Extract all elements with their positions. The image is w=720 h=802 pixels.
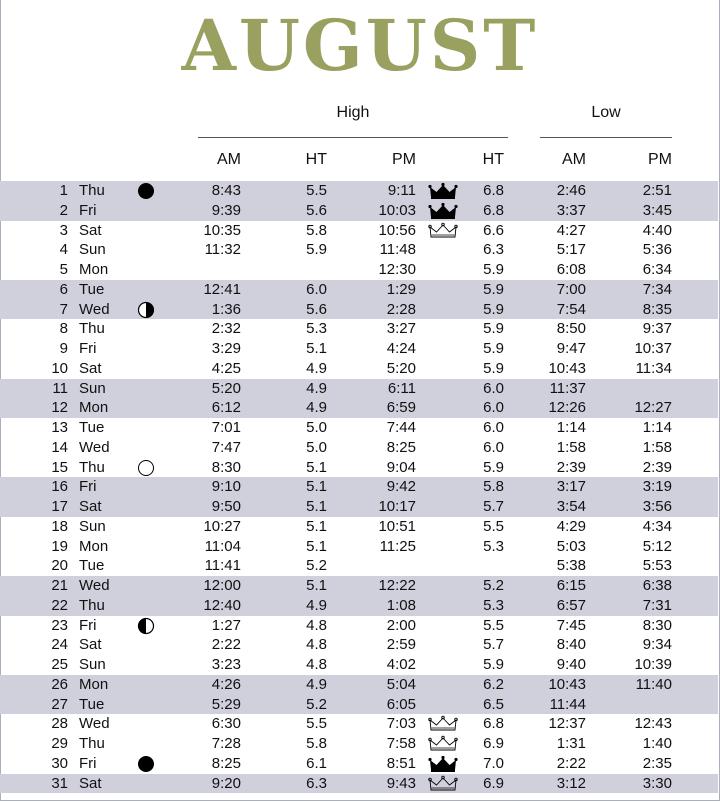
weekday: Tue [79, 280, 105, 298]
high-am-time: 6:12 [211, 399, 241, 417]
high-pm-time: 6:05 [386, 695, 416, 713]
day-number: 28 [51, 715, 68, 733]
day-number: 16 [51, 478, 68, 496]
low-am-time: 6:57 [556, 596, 586, 614]
low-pm-time: 10:37 [634, 340, 672, 357]
high-am-time: 9:10 [211, 478, 241, 496]
low-pm-time: 3:56 [642, 498, 672, 515]
day-number: 13 [51, 419, 68, 436]
weekday: Mon [79, 399, 109, 417]
high-am-height: 4.8 [306, 616, 327, 634]
high-am-height: 6.3 [306, 774, 327, 792]
day-number: 22 [51, 596, 68, 614]
low-pm-time: 11:40 [635, 675, 672, 693]
high-am-time: 8:30 [211, 458, 241, 476]
low-pm-time: 4:40 [642, 221, 672, 239]
high-pm-height: 6.8 [483, 715, 504, 733]
low-pm-time: 6:34 [642, 261, 672, 278]
high-am-height: 5.1 [306, 498, 327, 515]
outline-crown-icon [428, 775, 458, 793]
high-pm-time: 7:58 [386, 735, 416, 752]
high-am-height: 5.6 [306, 300, 327, 318]
high-am-time: 4:25 [211, 359, 241, 377]
high-am-height: 5.3 [306, 320, 327, 338]
table-row [0, 774, 718, 794]
low-pm-time: 4:34 [642, 517, 672, 535]
high-pm-time: 5:20 [386, 359, 416, 377]
low-am-time: 2:46 [556, 182, 586, 199]
high-am-time: 5:29 [211, 695, 241, 713]
high-pm-height: 6.5 [483, 695, 504, 713]
col-header-high-pm: PM [392, 151, 416, 168]
high-am-time: 8:43 [211, 182, 241, 199]
col-header-high-pm-height: HT [482, 151, 504, 168]
high-pm-time: 10:56 [378, 221, 416, 239]
high-am-time: 8:25 [211, 754, 241, 772]
low-am-time: 1:31 [556, 735, 586, 752]
high-am-height: 4.9 [306, 675, 327, 693]
high-pm-time: 8:51 [386, 754, 416, 772]
high-am-height: 5.6 [306, 201, 327, 219]
day-number: 7 [59, 300, 68, 318]
table-row [0, 556, 718, 576]
low-am-time: 11:44 [549, 695, 586, 713]
weekday: Sun [79, 379, 106, 397]
high-pm-time: 11:25 [379, 537, 416, 555]
weekday: Thu [79, 320, 105, 338]
high-am-height: 4.9 [306, 359, 327, 377]
high-pm-time: 2:59 [386, 636, 416, 654]
high-pm-time: 6:59 [386, 399, 416, 417]
low-am-time: 9:47 [556, 340, 586, 357]
day-number: 31 [51, 774, 68, 792]
day-number: 30 [51, 754, 68, 772]
high-am-time: 9:20 [211, 774, 241, 792]
high-pm-time: 10:51 [378, 517, 416, 535]
low-pm-time: 9:37 [642, 320, 672, 338]
weekday: Wed [79, 577, 110, 594]
high-am-time: 1:27 [211, 616, 241, 634]
low-pm-time: 1:40 [642, 735, 672, 752]
high-am-time: 4:26 [211, 675, 241, 693]
high-am-time: 5:20 [211, 379, 241, 397]
high-am-height: 5.1 [306, 537, 327, 555]
weekday: Sun [79, 656, 106, 673]
table-row [0, 734, 718, 754]
high-am-time: 9:39 [211, 201, 241, 219]
high-pm-height: 5.7 [483, 498, 504, 515]
table-row [0, 616, 718, 636]
low-am-time: 6:15 [556, 577, 586, 594]
day-number: 17 [51, 498, 68, 515]
table-row [0, 398, 718, 418]
high-am-time: 10:27 [203, 517, 241, 535]
table-row [0, 517, 718, 537]
low-am-time: 2:39 [556, 458, 586, 476]
low-pm-time: 2:39 [642, 458, 672, 476]
low-group-rule [540, 137, 672, 138]
low-pm-time: 1:14 [642, 419, 672, 436]
high-am-height: 5.8 [306, 221, 327, 239]
low-am-time: 12:37 [548, 715, 586, 733]
high-am-time: 1:36 [211, 300, 241, 318]
high-pm-height: 5.9 [483, 656, 504, 673]
table-row [0, 576, 718, 596]
low-pm-time: 10:39 [634, 656, 672, 673]
day-number: 25 [51, 656, 68, 673]
high-am-time: 12:40 [203, 596, 241, 614]
high-am-height: 5.0 [306, 438, 327, 456]
day-number: 21 [51, 577, 68, 594]
weekday: Mon [79, 675, 109, 693]
high-pm-height: 5.2 [483, 577, 504, 594]
high-pm-height: 5.7 [483, 636, 504, 654]
low-pm-time: 3:45 [642, 201, 672, 219]
high-pm-time: 9:43 [386, 774, 416, 792]
low-am-time: 7:45 [556, 616, 586, 634]
day-number: 10 [51, 359, 68, 377]
high-am-height: 4.8 [306, 636, 327, 654]
high-pm-time: 2:00 [386, 616, 416, 634]
high-pm-time: 5:04 [386, 675, 416, 693]
table-row [0, 280, 718, 300]
high-am-time: 7:28 [211, 735, 241, 752]
weekday: Tue [79, 557, 105, 575]
col-header-high-am: AM [217, 151, 241, 168]
weekday: Mon [79, 537, 109, 555]
table-row [0, 418, 718, 438]
low-am-time: 5:17 [556, 241, 586, 259]
high-am-height: 5.1 [306, 517, 327, 535]
solid-crown-icon [428, 182, 458, 200]
low-pm-time: 5:12 [642, 537, 672, 555]
low-group-header: Low [591, 104, 621, 121]
table-row [0, 359, 718, 379]
day-number: 6 [59, 280, 68, 298]
low-pm-time: 11:34 [635, 359, 672, 377]
high-am-height: 5.5 [306, 182, 327, 199]
high-pm-time: 8:25 [386, 438, 416, 456]
day-number: 11 [52, 379, 68, 397]
first-quarter-moon-icon [137, 301, 155, 319]
low-am-time: 5:38 [556, 557, 586, 575]
high-pm-time: 12:22 [378, 577, 416, 594]
high-group-rule [198, 137, 508, 138]
high-am-height: 5.1 [306, 340, 327, 357]
low-am-time: 8:50 [556, 320, 586, 338]
high-group-header: High [336, 104, 370, 121]
table-row [0, 675, 718, 695]
high-am-time: 12:41 [203, 280, 241, 298]
low-pm-time: 12:27 [634, 399, 672, 417]
low-am-time: 7:54 [556, 300, 586, 318]
low-pm-time: 6:38 [642, 577, 672, 594]
weekday: Thu [79, 735, 105, 752]
weekday: Sat [79, 774, 102, 792]
weekday: Thu [79, 458, 105, 476]
high-am-height: 4.9 [306, 399, 327, 417]
weekday: Fri [79, 754, 97, 772]
high-am-time: 11:41 [204, 557, 241, 575]
high-pm-height: 6.3 [483, 241, 504, 259]
table-row [0, 458, 718, 478]
high-am-height: 6.1 [306, 754, 327, 772]
new-moon-icon [137, 182, 155, 200]
day-number: 1 [59, 182, 68, 199]
high-am-time: 9:50 [211, 498, 241, 515]
high-pm-time: 3:27 [386, 320, 416, 338]
low-pm-time: 7:34 [642, 280, 672, 298]
high-pm-height: 5.3 [483, 537, 504, 555]
high-pm-height: 7.0 [483, 754, 504, 772]
low-am-time: 1:14 [556, 419, 586, 436]
weekday: Sun [79, 241, 106, 259]
weekday: Mon [79, 261, 109, 278]
weekday: Fri [79, 478, 97, 496]
high-am-height: 4.9 [306, 379, 327, 397]
table-row [0, 339, 718, 359]
new-moon-icon [137, 755, 155, 773]
full-moon-icon [137, 459, 155, 477]
table-row [0, 240, 718, 260]
low-pm-time: 3:30 [642, 774, 672, 792]
table-row [0, 537, 718, 557]
high-pm-time: 12:30 [378, 261, 416, 278]
low-am-time: 11:37 [549, 379, 586, 397]
table-row [0, 754, 718, 774]
low-am-time: 4:29 [556, 517, 586, 535]
high-pm-time: 10:03 [378, 201, 416, 219]
high-pm-height: 5.9 [483, 300, 504, 318]
day-number: 27 [51, 695, 68, 713]
high-pm-height: 5.9 [483, 261, 504, 278]
page-title: AUGUST [181, 4, 539, 87]
weekday: Sat [79, 498, 102, 515]
high-pm-height: 6.0 [483, 419, 504, 436]
high-pm-height: 6.9 [483, 774, 504, 792]
high-pm-height: 6.8 [483, 201, 504, 219]
table-row [0, 477, 718, 497]
high-pm-height: 5.3 [483, 596, 504, 614]
high-pm-height: 6.0 [483, 438, 504, 456]
high-am-time: 10:35 [203, 221, 241, 239]
high-am-time: 2:22 [211, 636, 241, 654]
high-pm-time: 4:24 [386, 340, 416, 357]
low-pm-time: 9:34 [642, 636, 672, 654]
low-pm-time: 8:35 [642, 300, 672, 318]
high-pm-height: 6.0 [483, 379, 504, 397]
high-am-height: 5.1 [306, 478, 327, 496]
low-pm-time: 1:58 [642, 438, 672, 456]
table-row [0, 260, 718, 280]
high-am-height: 4.8 [306, 656, 327, 673]
day-number: 20 [51, 557, 68, 575]
last-quarter-moon-icon [137, 617, 155, 635]
low-pm-time: 7:31 [642, 596, 672, 614]
tide-table [0, 181, 718, 793]
low-am-time: 8:40 [556, 636, 586, 654]
table-row [0, 714, 718, 734]
solid-crown-icon [428, 202, 458, 220]
table-row [0, 319, 718, 339]
day-number: 2 [59, 201, 68, 219]
high-am-time: 12:00 [203, 577, 241, 594]
table-row [0, 221, 718, 241]
high-pm-time: 9:42 [386, 478, 416, 496]
high-pm-time: 9:04 [386, 458, 416, 476]
low-am-time: 10:43 [548, 359, 586, 377]
table-row [0, 695, 718, 715]
table-row [0, 655, 718, 675]
weekday: Fri [79, 616, 97, 634]
high-pm-height: 5.5 [483, 517, 504, 535]
high-pm-height: 5.9 [483, 320, 504, 338]
weekday: Sat [79, 359, 102, 377]
high-pm-time: 9:11 [387, 182, 416, 199]
high-pm-height: 6.6 [483, 221, 504, 239]
day-number: 19 [51, 537, 68, 555]
day-number: 14 [51, 438, 68, 456]
high-pm-time: 7:44 [386, 419, 416, 436]
day-number: 26 [51, 675, 68, 693]
table-row [0, 379, 718, 399]
weekday: Tue [79, 695, 105, 713]
high-pm-height: 5.8 [483, 478, 504, 496]
high-am-height: 4.9 [306, 596, 327, 614]
outline-crown-icon [428, 715, 458, 733]
high-pm-height: 5.9 [483, 359, 504, 377]
weekday: Wed [79, 715, 110, 733]
weekday: Sat [79, 221, 102, 239]
outline-crown-icon [428, 735, 458, 753]
high-pm-time: 2:28 [386, 300, 416, 318]
high-pm-time: 4:02 [386, 656, 416, 673]
table-row [0, 438, 718, 458]
low-pm-time: 2:51 [642, 182, 672, 199]
low-am-time: 4:27 [556, 221, 586, 239]
low-pm-time: 2:35 [642, 754, 672, 772]
high-am-time: 7:01 [211, 419, 241, 436]
table-row [0, 201, 718, 221]
day-number: 23 [51, 616, 68, 634]
high-pm-time: 1:08 [386, 596, 416, 614]
weekday: Sun [79, 517, 106, 535]
high-am-time: 11:32 [204, 241, 241, 259]
high-pm-height: 5.9 [483, 458, 504, 476]
col-header-high-am-height: HT [305, 151, 327, 168]
weekday: Sat [79, 636, 102, 654]
low-am-time: 9:40 [556, 656, 586, 673]
high-am-height: 5.8 [306, 735, 327, 752]
high-pm-time: 1:29 [386, 280, 416, 298]
weekday: Wed [79, 300, 110, 318]
outline-crown-icon [428, 222, 458, 240]
high-pm-time: 10:17 [378, 498, 416, 515]
col-header-low-pm: PM [648, 151, 672, 168]
low-am-time: 7:00 [556, 280, 586, 298]
high-pm-height: 5.9 [483, 280, 504, 298]
weekday: Thu [79, 596, 105, 614]
day-number: 24 [51, 636, 68, 654]
high-pm-height: 6.2 [483, 675, 504, 693]
solid-crown-icon [428, 755, 458, 773]
high-am-height: 5.5 [306, 715, 327, 733]
high-pm-height: 5.9 [483, 340, 504, 357]
low-am-time: 3:17 [556, 478, 586, 496]
low-pm-time: 3:19 [642, 478, 672, 496]
high-pm-time: 6:11 [387, 379, 416, 397]
low-am-time: 6:08 [556, 261, 586, 278]
low-am-time: 1:58 [556, 438, 586, 456]
weekday: Fri [79, 340, 97, 357]
weekday: Tue [79, 419, 105, 436]
low-pm-time: 5:36 [642, 241, 672, 259]
weekday: Thu [79, 182, 105, 199]
high-pm-height: 6.9 [483, 735, 504, 752]
high-pm-height: 5.5 [483, 616, 504, 634]
high-am-height: 5.0 [306, 419, 327, 436]
high-am-time: 2:32 [211, 320, 241, 338]
day-number: 9 [59, 340, 68, 357]
table-row [0, 596, 718, 616]
day-number: 5 [59, 261, 68, 278]
high-pm-height: 6.0 [483, 399, 504, 417]
low-pm-time: 12:43 [634, 715, 672, 733]
day-number: 8 [59, 320, 68, 338]
low-pm-time: 5:53 [642, 557, 672, 575]
day-number: 4 [59, 241, 68, 259]
day-number: 15 [51, 458, 68, 476]
low-am-time: 2:22 [556, 754, 586, 772]
high-am-time: 3:23 [211, 656, 241, 673]
weekday: Wed [79, 438, 110, 456]
high-am-height: 5.1 [306, 458, 327, 476]
high-am-height: 6.0 [306, 280, 327, 298]
day-number: 29 [51, 735, 68, 752]
high-am-height: 5.2 [306, 557, 327, 575]
low-am-time: 5:03 [556, 537, 586, 555]
low-am-time: 3:54 [556, 498, 586, 515]
high-am-time: 11:04 [204, 537, 241, 555]
table-row [0, 181, 718, 201]
low-am-time: 3:12 [556, 774, 586, 792]
high-am-height: 5.9 [306, 241, 327, 259]
low-am-time: 12:26 [548, 399, 586, 417]
table-row [0, 300, 718, 320]
high-am-time: 3:29 [211, 340, 241, 357]
high-pm-time: 7:03 [386, 715, 416, 733]
day-number: 3 [59, 221, 68, 239]
high-am-height: 5.1 [306, 577, 327, 594]
high-pm-height: 6.8 [483, 182, 504, 199]
low-am-time: 3:37 [556, 201, 586, 219]
col-header-low-am: AM [562, 151, 586, 168]
low-am-time: 10:43 [548, 675, 586, 693]
low-pm-time: 8:30 [642, 616, 672, 634]
high-am-height: 5.2 [306, 695, 327, 713]
high-am-time: 7:47 [211, 438, 241, 456]
high-pm-time: 11:48 [379, 241, 416, 259]
weekday: Fri [79, 201, 97, 219]
day-number: 18 [51, 517, 68, 535]
day-number: 12 [51, 399, 68, 417]
table-row [0, 497, 718, 517]
table-row [0, 635, 718, 655]
high-am-time: 6:30 [211, 715, 241, 733]
